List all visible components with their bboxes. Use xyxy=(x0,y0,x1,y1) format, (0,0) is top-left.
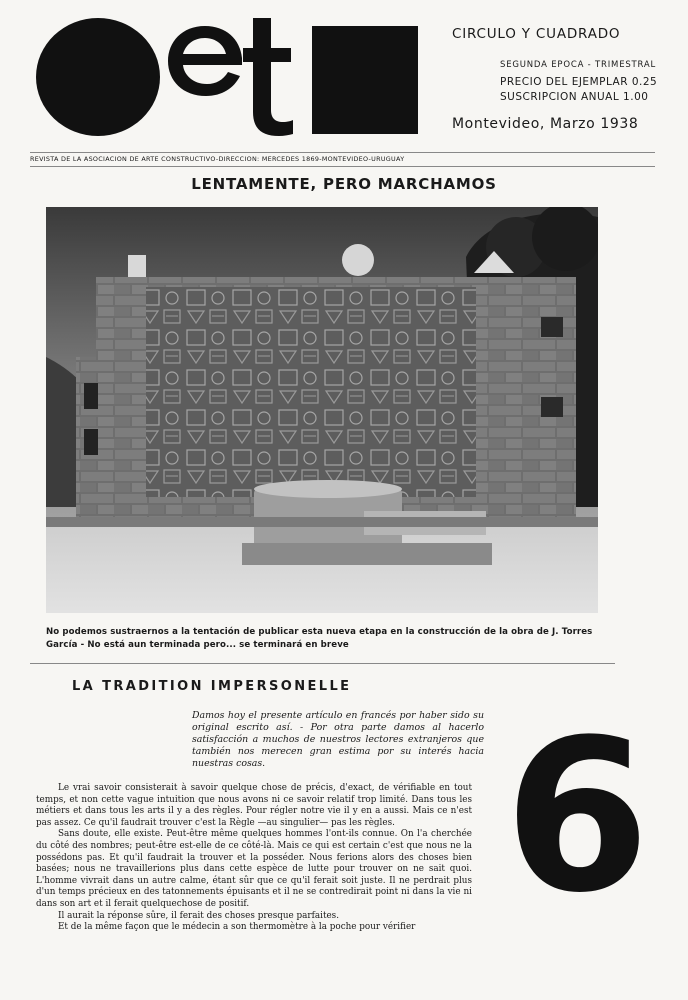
letter-t-logo xyxy=(241,18,301,136)
letter-e-logo xyxy=(166,24,244,98)
subscription-label: SUSCRIPCION ANUAL 1.00 xyxy=(500,91,649,103)
issue-number: 6 xyxy=(504,694,651,939)
price-label: PRECIO DEL EJEMPLAR 0.25 xyxy=(500,76,658,88)
epoca-label: SEGUNDA EPOCA - TRIMESTRAL xyxy=(500,60,657,70)
headline: LENTAMENTE, PERO MARCHAMOS xyxy=(191,175,497,193)
photo-caption: No podemos sustraernos a la tentación de publicar esta nueva etapa en la construcción de la obra de J. Torres García - No está aun terminada pero... se terminará en breve xyxy=(46,627,593,650)
article-title: LA TRADITION IMPERSONELLE xyxy=(72,679,352,694)
square-logo xyxy=(312,26,418,134)
section-divider xyxy=(30,663,615,664)
article-body xyxy=(36,783,472,934)
article-paragraph: Il aurait la réponse sûre, il ferait des choses presque parfaites. xyxy=(58,910,339,921)
article-paragraph: Le vrai savoir consisterait à savoir quelque chose de précis, d'exact, de vérifiable en tout temps, et non cette vague intuition que nous avons ni ce savoir relatif trop limité. Dans tous les métiers et dans tous les arts il y a des règles. Pour régler notre vie il y en a aussi. Mais ce n'est pas assez. Ce qu'il faudrait trouver c'est la Règle —au singulier— pas les règles. xyxy=(36,783,472,828)
circle-logo xyxy=(36,18,160,136)
article-paragraph: Sans doute, elle existe. Peut-être même quelques hommes l'ont-ils connue. On l'a cherchée du côté des nombres; peut-être est-elle de ce côté-là. Mais ce qui est certain c'est que nous ne la possédons pas. Et qu'il faudrait la trouver et la posséder. Nous ferions alors des choses bien basées; nous ne travaillerions plus dans cette espèce de lutte pour trouver on ne sait quoi. L'homme vivrait dans un autre calme, étant sûr que ce qu'il ferait soit juste. Il ne perdrait plus d'un temps précieux en des tatonnements épuisants et il ne se contredirait point ni dans la vie ni dans son art et il ferait quelquechose de positif. xyxy=(36,829,472,909)
article-intro: Damos hoy el presente artículo en francés por haber sido su original escrito así. - Por otra parte damos al hacerlo satisfacción a muchos de nuestros lectores extranjeros que también nos merecen gran estima por su interés hacia nuestras cosas. xyxy=(192,710,484,769)
issue-date: Montevideo, Marzo 1938 xyxy=(452,116,639,132)
article-paragraph: Et de la même façon que le médecin a son thermomètre à la poche pour vérifier xyxy=(58,922,416,933)
masthead-logo xyxy=(36,18,426,136)
monument-photo xyxy=(46,207,598,613)
masthead-divider-bottom xyxy=(30,166,655,167)
publication-title: CIRCULO Y CUADRADO xyxy=(452,26,621,42)
redaccion-line: REVISTA DE LA ASOCIACION DE ARTE CONSTRUCTIVO-DIRECCION: MERCEDES 1869-MONTEVIDEO-URUGUAY xyxy=(30,155,405,163)
masthead-divider xyxy=(30,152,655,153)
